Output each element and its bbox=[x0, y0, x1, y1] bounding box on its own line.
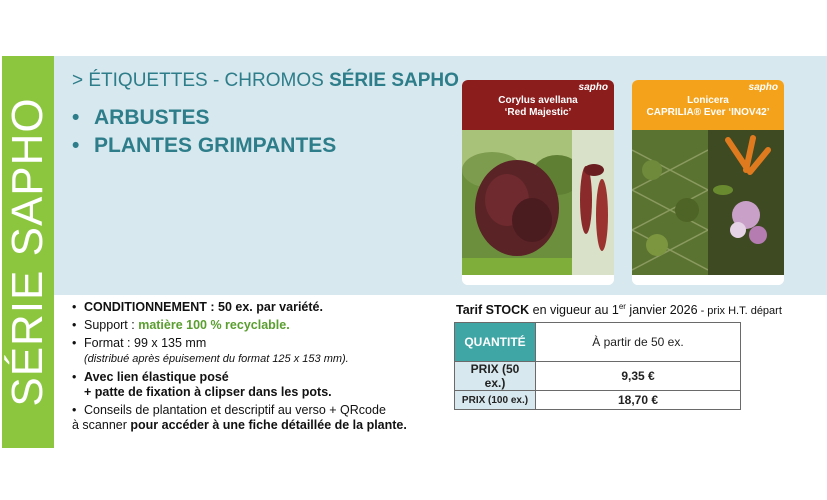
plant-genus: Corylus avellana bbox=[498, 95, 578, 106]
category-item: • PLANTES GRIMPANTES bbox=[72, 134, 337, 157]
price-table bbox=[454, 322, 741, 410]
side-series-label: SÉRIE SAPHO bbox=[3, 97, 52, 407]
label-card-corylus bbox=[462, 80, 614, 285]
product-details bbox=[72, 300, 407, 436]
quantity-value: À partir de 50 ex. bbox=[536, 323, 741, 362]
table-row bbox=[455, 391, 741, 410]
flower-photo bbox=[708, 130, 784, 275]
detail-conseils: • Conseils de plantation et descriptif au verso + QRcode à scanner pour accéder à une fiche détaillée de la plante. bbox=[72, 403, 407, 433]
detail-lien: • Avec lien élastique posé + patte de fixation à clipser dans les pots. bbox=[72, 370, 407, 400]
quantity-header: QUANTITÉ bbox=[455, 323, 536, 362]
brand-logo: sapho bbox=[748, 82, 778, 93]
price-label: PRIX (100 ex.) bbox=[455, 391, 536, 410]
price-label: PRIX (50 ex.) bbox=[455, 362, 536, 391]
plant-cultivar: ‘Red Majestic’ bbox=[504, 107, 572, 118]
table-row bbox=[455, 323, 741, 362]
table-row bbox=[455, 362, 741, 391]
price-value: 9,35 € bbox=[536, 362, 741, 391]
card-header bbox=[632, 80, 784, 130]
label-card-lonicera bbox=[632, 80, 784, 285]
category-list bbox=[72, 104, 336, 160]
title-series: SÉRIE SAPHO bbox=[329, 70, 459, 91]
plant-genus: Lonicera bbox=[687, 95, 729, 106]
detail-conditionnement: • CONDITIONNEMENT : 50 ex. par variété. bbox=[72, 300, 407, 315]
category-item: • ARBUSTES bbox=[72, 106, 210, 129]
card-header bbox=[462, 80, 614, 130]
price-value: 18,70 € bbox=[536, 391, 741, 410]
category-label: PLANTES GRIMPANTES bbox=[94, 134, 337, 157]
brand-logo: sapho bbox=[578, 82, 608, 93]
tarif-heading: Tarif STOCK en vigueur au 1er janvier 2026 - prix H.T. départ bbox=[456, 302, 782, 318]
catkin-photo bbox=[572, 130, 614, 275]
page-title bbox=[72, 70, 459, 92]
climber-photo bbox=[632, 130, 708, 275]
title-prefix: > ÉTIQUETTES - CHROMOS bbox=[72, 70, 330, 91]
plant-cultivar: CAPRILIA® Ever ‘INOV42’ bbox=[646, 107, 770, 118]
shrub-photo bbox=[462, 130, 572, 275]
detail-format: • Format : 99 x 135 mm (distribué après épuisement du format 125 x 153 mm). bbox=[72, 336, 407, 367]
category-label: ARBUSTES bbox=[94, 106, 210, 129]
detail-support: • Support : matière 100 % recyclable. bbox=[72, 318, 407, 333]
